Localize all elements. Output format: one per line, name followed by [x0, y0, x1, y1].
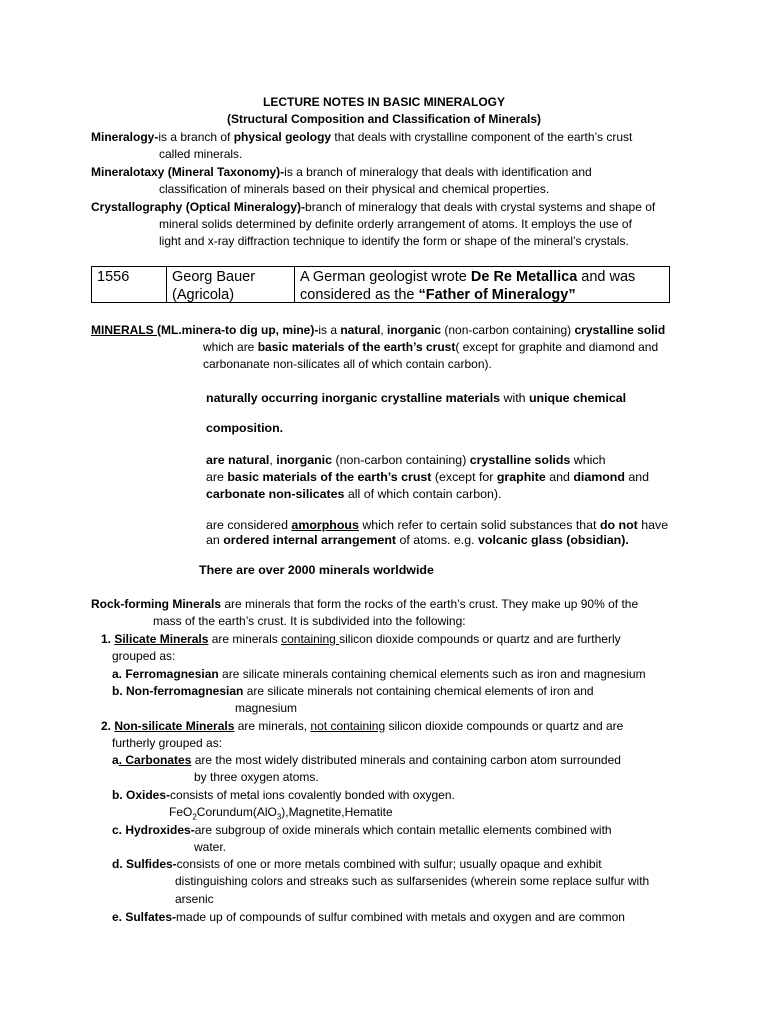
- year: 1556: [97, 269, 130, 285]
- term: Crystallography (Optical Mineralogy)-: [91, 200, 306, 214]
- silicate-item-cont: grouped as:: [112, 649, 176, 663]
- keyword: diamond: [573, 470, 625, 484]
- text: A German geologist wrote: [300, 269, 471, 285]
- doc-subtitle: (Structural Composition and Classification of Minerals): [226, 112, 542, 126]
- non-silicate-item-cont: furtherly grouped as:: [112, 736, 223, 750]
- keyword: basic materials of the earth’s crust: [257, 340, 456, 354]
- name: Georg Bauer: [172, 269, 256, 285]
- non-ferromagnesian-item: [112, 683, 594, 700]
- text: consists of metal ions covalently bonded with oxygen.: [170, 788, 455, 802]
- letter: a: [112, 753, 119, 767]
- term: c. Hydroxides-: [112, 823, 195, 837]
- text: an: [206, 533, 224, 547]
- sulfides-item-cont2: arsenic: [175, 892, 214, 906]
- text: is a branch of mineralogy that deals with identification and: [284, 165, 592, 179]
- text: have: [637, 518, 669, 532]
- text: (except for: [431, 470, 497, 484]
- keyword: naturally occurring inorganic crystalline materials: [206, 391, 501, 405]
- text: which are: [203, 340, 258, 354]
- term: . Carbonates: [118, 753, 192, 767]
- text: which: [570, 453, 606, 467]
- number: 1.: [101, 632, 115, 646]
- def-crystallography-cont2: light and x-ray diffraction technique to identify the form or shape of the mineral’s crystals.: [159, 234, 629, 248]
- term: Silicate Minerals: [114, 632, 209, 646]
- honorific: “Father of Mineralogy”: [418, 287, 576, 303]
- minerals-def: [91, 322, 665, 339]
- subscript: 2: [192, 812, 197, 822]
- term: b. Non-ferromagnesian: [112, 684, 244, 698]
- text: are silicate minerals containing chemical elements such as iron and magnesium: [218, 667, 646, 681]
- minerals-desc-1: [206, 390, 626, 407]
- term: Mineralogy-: [91, 130, 159, 144]
- def-crystallography-cont1: mineral solids determined by definite orderly arrangement of atoms. It employs the use of: [159, 217, 632, 231]
- keyword: unique chemical: [528, 391, 627, 405]
- term: d. Sulfides-: [112, 857, 177, 871]
- keyword: carbonate non-silicates: [206, 487, 345, 501]
- text: of atoms. e.g.: [396, 533, 479, 547]
- text: (non-carbon containing): [441, 323, 575, 337]
- book-title: De Re Metallica: [470, 269, 578, 285]
- minerals-desc-1-cont: composition.: [206, 421, 284, 435]
- minerals-def-cont2: carbonanate non-silicates all of which contain carbon).: [203, 357, 492, 371]
- text: and was: [577, 269, 636, 285]
- text: are: [206, 470, 228, 484]
- text: with: [500, 391, 529, 405]
- text: ( except for graphite and diamond and: [455, 340, 659, 354]
- keyword: volcanic glass (obsidian).: [478, 533, 629, 547]
- def-taxonomy-cont: classification of minerals based on their physical and chemical properties.: [159, 182, 550, 196]
- term: e. Sulfates-: [112, 910, 177, 924]
- carbonates-item: [112, 752, 621, 769]
- keyword: graphite: [496, 470, 546, 484]
- text: are minerals: [208, 632, 282, 646]
- text: that deals with crystalline component of the earth’s crust: [331, 130, 633, 144]
- text: all of which contain carbon).: [344, 487, 502, 501]
- text: is a: [318, 323, 341, 337]
- table-cell-desc: [295, 267, 669, 302]
- keyword: amorphous: [291, 518, 359, 532]
- text: ),Magnetite,Hematite: [281, 805, 393, 819]
- keyword: are natural: [206, 453, 270, 467]
- text: is a branch of: [158, 130, 234, 144]
- text: (non-carbon containing): [332, 453, 470, 467]
- keyword: basic materials of the earth’s crust: [227, 470, 432, 484]
- history-table: [91, 266, 670, 303]
- text: ,: [269, 453, 277, 467]
- keyword: ordered internal arrangement: [223, 533, 397, 547]
- text: are minerals that form the rocks of the earth’s crust. They make up 90% of the: [221, 597, 639, 611]
- term: a. Ferromagnesian: [112, 667, 219, 681]
- oxides-examples: [169, 804, 393, 821]
- keyword: natural: [340, 323, 381, 337]
- silicate-item: [101, 631, 621, 648]
- hydroxides-item: [112, 822, 612, 839]
- keyword: crystalline solid: [574, 323, 666, 337]
- text: are minerals,: [234, 719, 311, 733]
- text: FeO: [169, 805, 193, 819]
- table-cell-year: [92, 267, 167, 302]
- sulfides-item: [112, 856, 602, 873]
- oxides-item: [112, 787, 455, 804]
- rock-forming-def-cont: mass of the earth’s crust. It is subdivided into the following:: [153, 614, 466, 628]
- minerals-desc-2-cont2: [206, 486, 501, 503]
- minerals-count: There are over 2000 minerals worldwide: [199, 563, 434, 577]
- term: Rock-forming Minerals: [91, 597, 222, 611]
- keyword: inorganic: [276, 453, 333, 467]
- minerals-def-cont1: [203, 339, 658, 356]
- text: Corundum(AlO: [196, 805, 277, 819]
- text: considered as the: [300, 287, 419, 303]
- subscript: 3: [276, 812, 282, 822]
- rock-forming-def: [91, 596, 638, 613]
- text: silicon dioxide compounds or quartz and are furtherly: [339, 632, 621, 646]
- def-mineralogy: [91, 129, 632, 146]
- emphasis: containing: [281, 632, 340, 646]
- table-cell-name: [167, 267, 295, 302]
- term: Mineralotaxy (Mineral Taxonomy)-: [91, 165, 285, 179]
- alias: (Agricola): [172, 287, 235, 303]
- term: b. Oxides-: [112, 788, 171, 802]
- def-crystallography: [91, 199, 655, 216]
- hydroxides-item-cont: water.: [194, 840, 227, 854]
- minerals-desc-2-cont1: [206, 469, 649, 486]
- text: and: [624, 470, 650, 484]
- keyword: inorganic: [387, 323, 442, 337]
- term: MINERALS: [91, 323, 157, 337]
- text: silicon dioxide compounds or quartz and are: [385, 719, 624, 733]
- def-taxonomy: [91, 164, 592, 181]
- number: 2.: [101, 719, 115, 733]
- text: consists of one or more metals combined with sulfur; usually opaque and exhibit: [176, 857, 602, 871]
- text: ,: [380, 323, 388, 337]
- minerals-desc-3-cont: [206, 532, 629, 549]
- text: are silicate minerals not containing chemical elements of iron and: [243, 684, 594, 698]
- text: are subgroup of oxide minerals which contain metallic elements combined with: [194, 823, 612, 837]
- text: made up of compounds of sulfur combined with metals and oxygen and are common: [176, 910, 625, 924]
- keyword: crystalline solids: [469, 453, 571, 467]
- sulfides-item-cont1: distinguishing colors and streaks such as sulfarsenides (wherein some replace sulfur with: [175, 874, 650, 888]
- text: branch of mineralogy that deals with crystal systems and shape of: [305, 200, 656, 214]
- non-ferromagnesian-cont: magnesium: [235, 701, 298, 715]
- text: are considered: [206, 518, 292, 532]
- sulfates-item: [112, 909, 625, 926]
- term: physical geology: [233, 130, 332, 144]
- carbonates-item-cont: by three oxygen atoms.: [194, 770, 319, 784]
- text: and: [545, 470, 574, 484]
- text: are the most widely distributed minerals and containing carbon atom surrounded: [191, 753, 621, 767]
- ferromagnesian-item: [112, 666, 646, 683]
- def-mineralogy-cont: called minerals.: [159, 147, 243, 161]
- doc-title: LECTURE NOTES IN BASIC MINERALOGY: [262, 95, 505, 109]
- minerals-desc-2: [206, 452, 605, 469]
- keyword: do not: [599, 518, 638, 532]
- emphasis: not containing: [310, 719, 386, 733]
- non-silicate-item: [101, 718, 623, 735]
- etymology: (ML.minera-to dig up, mine)-: [157, 323, 319, 337]
- text: which refer to certain solid substances that: [358, 518, 600, 532]
- term: Non-silicate Minerals: [114, 719, 235, 733]
